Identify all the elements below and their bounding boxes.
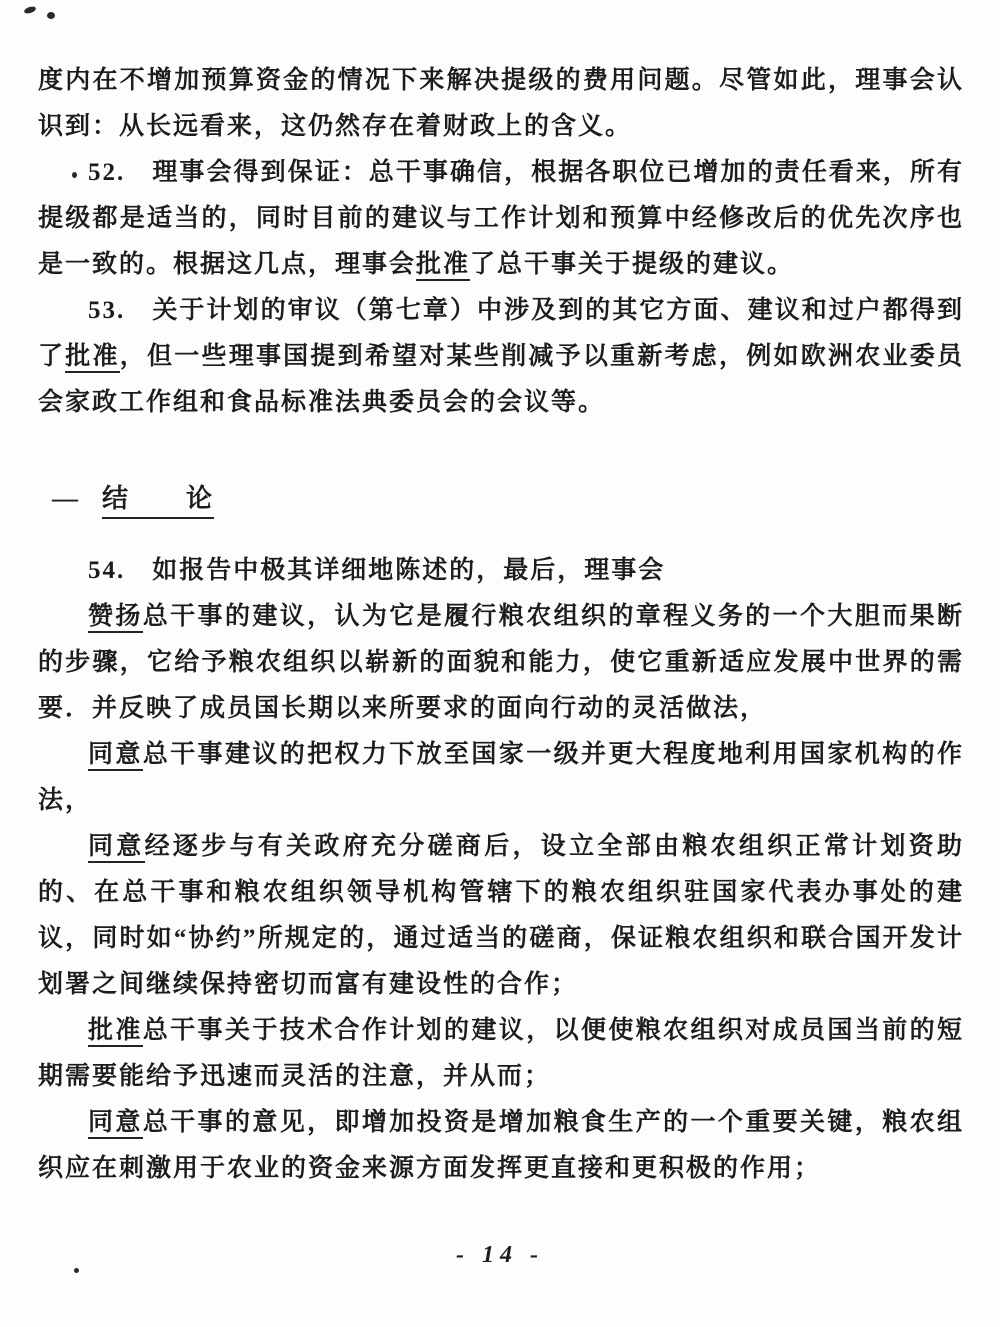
paragraph-approve [38, 1008, 964, 1100]
heading-dash: — [52, 484, 78, 513]
section-heading [38, 476, 964, 522]
underlined-term: 批准 [416, 251, 470, 281]
paragraph-52 [38, 150, 964, 288]
text-segment: 总干事的意见，即增加投资是增加粮食生产的一个重要关键，粮农组织应在刺激用于农业的资金来源方面发挥更直接和更积极的作用； [38, 1109, 964, 1182]
text-segment: 度内在不增加预算资金的情况下来解决提级的费用问题。尽管如此，理事会认识到：从长远看来，这仍然存在着财政上的含义。 [38, 67, 964, 140]
text-segment: 总干事建议的把权力下放至国家一级并更大程度地利用国家机构的作法， [38, 741, 964, 814]
paragraph-continuation [38, 58, 964, 150]
paragraph-praise [38, 594, 964, 732]
paragraph-agree-2 [38, 824, 964, 1008]
text-segment: 54. 如报告中极其详细地陈述的，最后，理事会 [88, 557, 666, 584]
text-segment: 经逐步与有关政府充分磋商后，设立全部由粮农组织正常计划资助的、在总干事和粮农组织领导机构管辖下的粮农组织驻国家代表办事处的建议，同时如“协约”所规定的，通过适当的磋商，保证粮农组织和联合国开发计划署之间继续保持密切而富有建设性的合作； [38, 833, 964, 998]
page-footer [0, 1242, 1000, 1269]
scan-artifact [23, 5, 36, 14]
paragraph-agree-3 [38, 1100, 964, 1192]
text-segment: 总干事关于技术合作计划的建议，以便使粮农组织对成员国当前的短期需要能给予迅速而灵活的注意，并从而； [38, 1017, 964, 1090]
underlined-term: 批准 [65, 343, 119, 373]
text-segment: 了总干事关于提级的建议。 [470, 251, 795, 278]
text-segment: 52. 理事会得到保证：总干事确信，根据各职位已增加的责任看来，所有提级都是适当的，同时目前的建议与工作计划和预算中经修改后的优先次序也是一致的。根据这几点，理事会 [38, 159, 964, 278]
underlined-term: 同意 [88, 833, 145, 863]
heading-title: 结 论 [102, 484, 214, 519]
page-number: - 14 - [456, 1242, 544, 1268]
scan-artifact [47, 12, 55, 19]
text-segment: 总干事的建议，认为它是履行粮农组织的章程义务的一个大胆而果断的步骤，它给予粮农组织以崭新的面貌和能力，使它重新适应发展中世界的需要．并反映了成员国长期以来所要求的面向行动的灵活做法， [38, 603, 964, 722]
underlined-term: 同意 [88, 741, 143, 771]
paragraph-54 [38, 548, 964, 594]
text-segment: ，但一些理事国提到希望对某些削减予以重新考虑，例如欧洲农业委员会家政工作组和食品标准法典委员会的会议等。 [38, 343, 964, 416]
underlined-term: 批准 [88, 1017, 143, 1047]
underlined-term: 同意 [88, 1109, 143, 1139]
text-segment: 53. 关于计划的审议（第七章）中涉及到的其它方面、建议和过户都得到了 [38, 297, 964, 370]
underlined-term: 赞扬 [88, 603, 143, 633]
paragraph-agree-1 [38, 732, 964, 824]
paragraph-53 [38, 288, 964, 426]
document-content [38, 58, 964, 1192]
